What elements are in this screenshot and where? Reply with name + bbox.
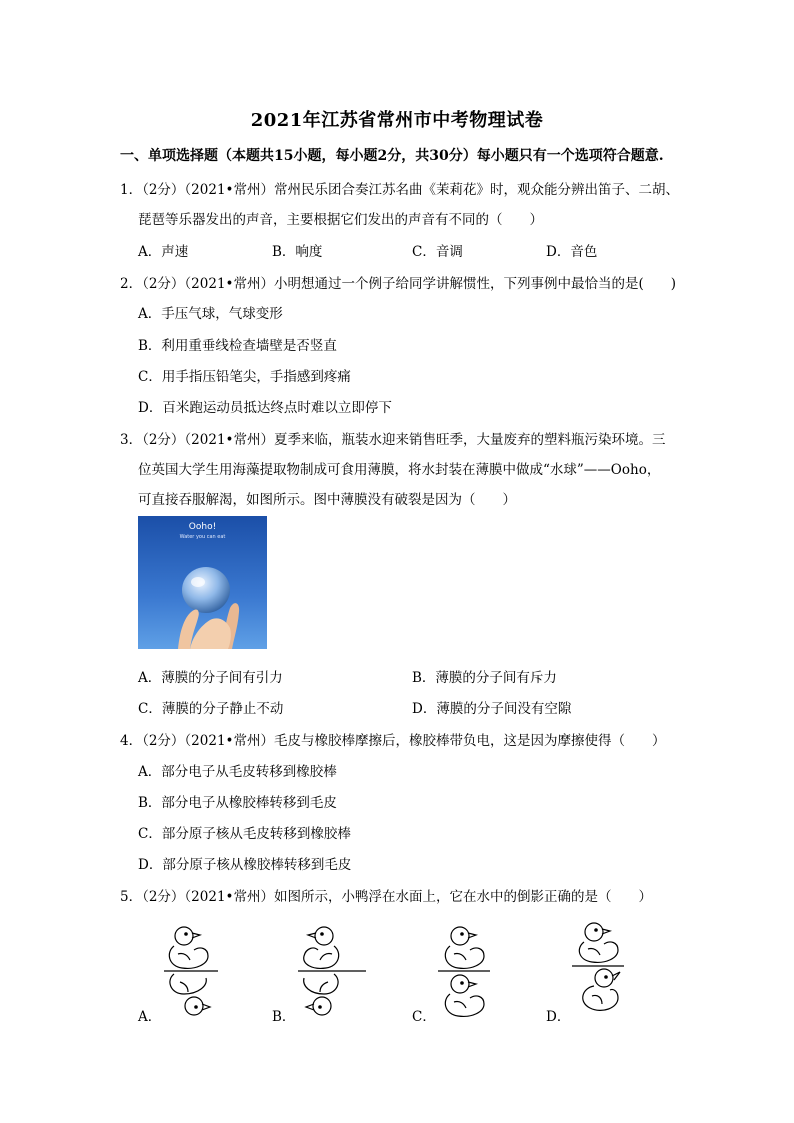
q5-option-a: A． — [138, 1009, 162, 1025]
q2-option-d: D．百米跑运动员抵达终点时难以立即停下 — [138, 400, 392, 416]
q4-option-d: D．部分原子核从橡胶棒转移到毛皮 — [138, 857, 352, 873]
q3-option-a: A．薄膜的分子间有引力 — [138, 670, 283, 686]
q1-option-c: C．音调 — [412, 244, 463, 260]
duck-figure-a — [158, 922, 228, 1022]
q5-option-d: D． — [546, 1009, 571, 1025]
q2-option-a: A．手压气球，气球变形 — [138, 306, 283, 322]
q4-option-b: B．部分电子从橡胶棒转移到毛皮 — [138, 795, 337, 811]
question-4-line-1: 4．（2分）（2021•常州）毛皮与橡胶棒摩擦后，橡胶棒带负电，这是因为摩擦使得（ ） — [120, 733, 666, 749]
photo-caption: Ooho! — [188, 522, 217, 532]
question-3-line-2: 位英国大学生用海藻提取物制成可食用薄膜，将水封装在薄膜中做成“水球”——Ooho， — [138, 462, 661, 478]
q4-option-a: A．部分电子从毛皮转移到橡胶棒 — [138, 764, 337, 780]
q3-option-d: D．薄膜的分子间没有空隙 — [412, 701, 572, 717]
q3-option-c: C．薄膜的分子静止不动 — [138, 701, 284, 717]
q3-option-b: B．薄膜的分子间有斥力 — [412, 670, 557, 686]
q1-option-b: B．响度 — [272, 244, 323, 260]
duck-figure-d — [570, 922, 640, 1022]
ooho-photo — [138, 516, 267, 649]
q1-option-a: A．声速 — [138, 244, 189, 260]
q2-option-b: B．利用重垂线检查墙壁是否竖直 — [138, 338, 337, 354]
question-1-line-2: 琵琶等乐器发出的声音，主要根据它们发出的声音有不同的（ ） — [138, 212, 543, 228]
q1-option-d: D．音色 — [546, 244, 598, 260]
section-heading: 一、单项选择题（本题共15小题，每小题2分，共30分）每小题只有一个选项符合题意. — [120, 148, 664, 164]
page-title: 2021年江苏省常州市中考物理试卷 — [250, 110, 544, 131]
q2-option-c: C．用手指压铅笔尖，手指感到疼痛 — [138, 369, 351, 385]
question-3-line-3: 可直接吞服解渴，如图所示。图中薄膜没有破裂是因为（ ） — [138, 492, 516, 508]
duck-figure-c — [436, 922, 506, 1022]
question-1-line-1: 1．（2分）（2021•常州）常州民乐团合奏江苏名曲《茉莉花》时，观众能分辨出笛子、二胡、 — [120, 182, 679, 198]
photo-subcaption: Water you can eat — [179, 534, 226, 540]
q5-option-c: C． — [412, 1009, 436, 1025]
question-5-line-1: 5．（2分）（2021•常州）如图所示，小鸭浮在水面上，它在水中的倒影正确的是（ ） — [120, 889, 652, 905]
question-3-line-1: 3．（2分）（2021•常州）夏季来临，瓶装水迎来销售旺季，大量废弃的塑料瓶污染环境。三 — [120, 432, 666, 448]
q4-option-c: C．部分原子核从毛皮转移到橡胶棒 — [138, 826, 351, 842]
q5-option-b: B． — [272, 1009, 296, 1025]
duck-figure-b — [296, 922, 368, 1022]
question-2-line-1: 2．（2分）（2021•常州）小明想通过一个例子给同学讲解惯性，下列事例中最恰当的是( ) — [120, 276, 677, 292]
